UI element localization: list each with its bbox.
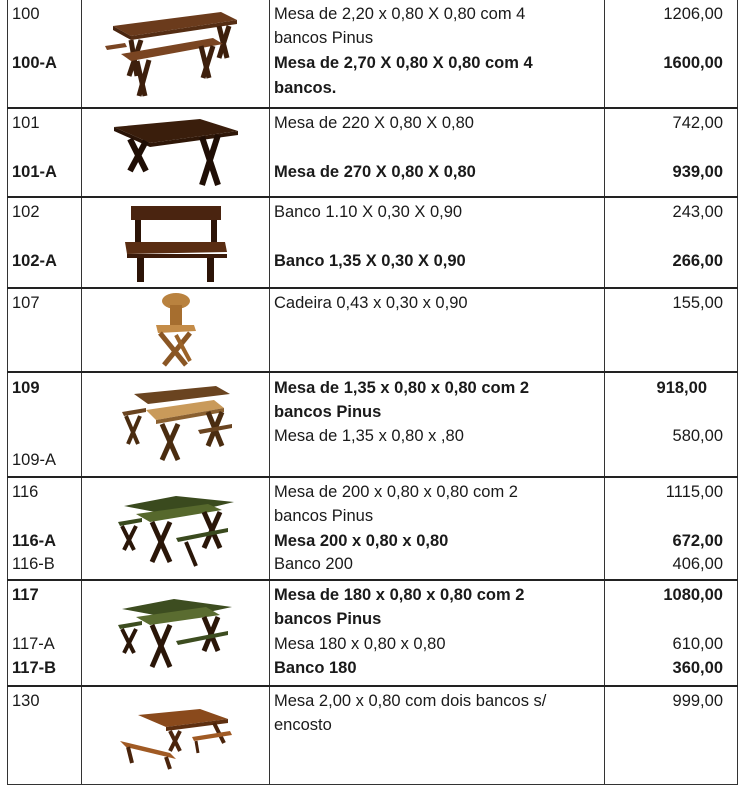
green-table-with-benches-icon	[82, 478, 269, 579]
code-cell	[8, 686, 82, 785]
catalog-sheet	[7, 0, 737, 772]
product-price: 406,00	[672, 555, 723, 573]
product-code: 130	[12, 692, 40, 710]
x-leg-table-icon	[82, 109, 269, 196]
table-row	[8, 686, 738, 785]
product-price: 1115,00	[665, 483, 723, 501]
product-description: Banco 180	[274, 659, 357, 677]
product-price: 243,00	[672, 203, 723, 221]
code-cell	[8, 0, 82, 108]
image-cell	[82, 288, 270, 372]
product-price: 742,00	[672, 114, 723, 132]
product-description: encosto	[274, 716, 332, 734]
product-price: 1080,00	[663, 586, 723, 604]
code-cell	[8, 372, 82, 477]
code-cell	[8, 288, 82, 372]
description-cell	[270, 288, 605, 372]
product-code: 101-A	[12, 163, 57, 181]
table-row	[8, 477, 738, 580]
product-description: bancos.	[274, 79, 337, 97]
table-row	[8, 288, 738, 372]
green-table-with-benches-icon	[82, 581, 269, 685]
table-row	[8, 108, 738, 197]
picnic-table-with-four-benches-icon	[82, 0, 269, 107]
small-table-with-two-benches-icon	[82, 373, 269, 476]
description-cell	[270, 686, 605, 785]
product-description: Mesa 2,00 x 0,80 com dois bancos s/	[274, 692, 547, 710]
product-code: 116	[12, 483, 39, 501]
product-description: bancos Pinus	[274, 507, 374, 525]
product-price: 155,00	[672, 294, 723, 312]
product-price: 1206,00	[663, 5, 723, 23]
product-description: Cadeira 0,43 x 0,30 x 0,90	[274, 294, 468, 312]
product-code: 117	[12, 586, 39, 604]
product-price: 918,00	[656, 379, 707, 397]
table-row	[8, 197, 738, 288]
product-price: 610,00	[672, 635, 723, 653]
product-description: bancos Pinus	[274, 29, 374, 47]
code-cell	[8, 477, 82, 580]
product-description: Mesa de 270 X 0,80 X 0,80	[274, 163, 476, 181]
product-price: 1600,00	[663, 54, 723, 72]
description-cell	[270, 197, 605, 288]
product-code: 109	[12, 379, 40, 397]
product-description: Mesa 180 x 0,80 x 0,80	[274, 635, 446, 653]
product-code: 109-A	[12, 451, 57, 469]
product-description: Mesa de 180 x 0,80 x 0,80 com 2	[274, 586, 525, 604]
image-cell	[82, 372, 270, 477]
product-price: 266,00	[672, 252, 723, 270]
price-cell	[605, 477, 738, 580]
product-code: 117-A	[12, 635, 55, 653]
price-cell	[605, 197, 738, 288]
product-description: Banco 200	[274, 555, 353, 573]
product-price: 939,00	[672, 163, 723, 181]
product-description: Mesa de 2,70 X 0,80 X 0,80 com 4	[274, 54, 533, 72]
table-row	[8, 372, 738, 477]
product-code: 102-A	[12, 252, 57, 270]
product-price: 672,00	[672, 532, 723, 550]
price-cell	[605, 580, 738, 686]
product-price: 360,00	[672, 659, 723, 677]
description-cell	[270, 477, 605, 580]
image-cell	[82, 108, 270, 197]
product-description: Mesa de 2,20 x 0,80 X 0,80 com 4	[274, 5, 526, 23]
wooden-chair-icon	[82, 289, 269, 371]
image-cell	[82, 477, 270, 580]
product-code: 116-B	[12, 555, 55, 573]
description-cell	[270, 580, 605, 686]
product-description: bancos Pinus	[274, 403, 382, 421]
product-price: 999,00	[672, 692, 723, 710]
code-cell	[8, 580, 82, 686]
code-cell	[8, 108, 82, 197]
description-cell	[270, 0, 605, 108]
product-description: Mesa de 220 X 0,80 X 0,80	[274, 114, 474, 132]
furniture-price-table	[7, 0, 738, 785]
price-cell	[605, 372, 738, 477]
table-row	[8, 0, 738, 108]
product-description: bancos Pinus	[274, 610, 382, 628]
bench-with-backrest-icon	[82, 198, 269, 287]
image-cell	[82, 0, 270, 108]
image-cell	[82, 686, 270, 785]
product-price: 580,00	[672, 427, 723, 445]
description-cell	[270, 108, 605, 197]
product-description: Mesa de 1,35 x 0,80 x ,80	[274, 427, 464, 445]
product-code: 100-A	[12, 54, 57, 72]
price-cell	[605, 288, 738, 372]
product-description: Mesa de 1,35 x 0,80 x 0,80 com 2	[274, 379, 530, 397]
price-cell	[605, 0, 738, 108]
image-cell	[82, 580, 270, 686]
price-cell	[605, 686, 738, 785]
table-with-backless-benches-icon	[82, 687, 269, 784]
product-code: 100	[12, 5, 40, 23]
product-description: Mesa 200 x 0,80 x 0,80	[274, 532, 449, 550]
product-description: Banco 1.10 X 0,30 X 0,90	[274, 203, 463, 221]
code-cell	[8, 197, 82, 288]
product-code: 107	[12, 294, 40, 312]
product-code: 101	[12, 114, 40, 132]
image-cell	[82, 197, 270, 288]
product-code: 102	[12, 203, 40, 221]
description-cell	[270, 372, 605, 477]
table-row	[8, 580, 738, 686]
product-code: 116-A	[12, 532, 57, 550]
product-code: 117-B	[12, 659, 57, 677]
product-description: Mesa de 200 x 0,80 x 0,80 com 2	[274, 483, 518, 501]
product-description: Banco 1,35 X 0,30 X 0,90	[274, 252, 466, 270]
price-cell	[605, 108, 738, 197]
